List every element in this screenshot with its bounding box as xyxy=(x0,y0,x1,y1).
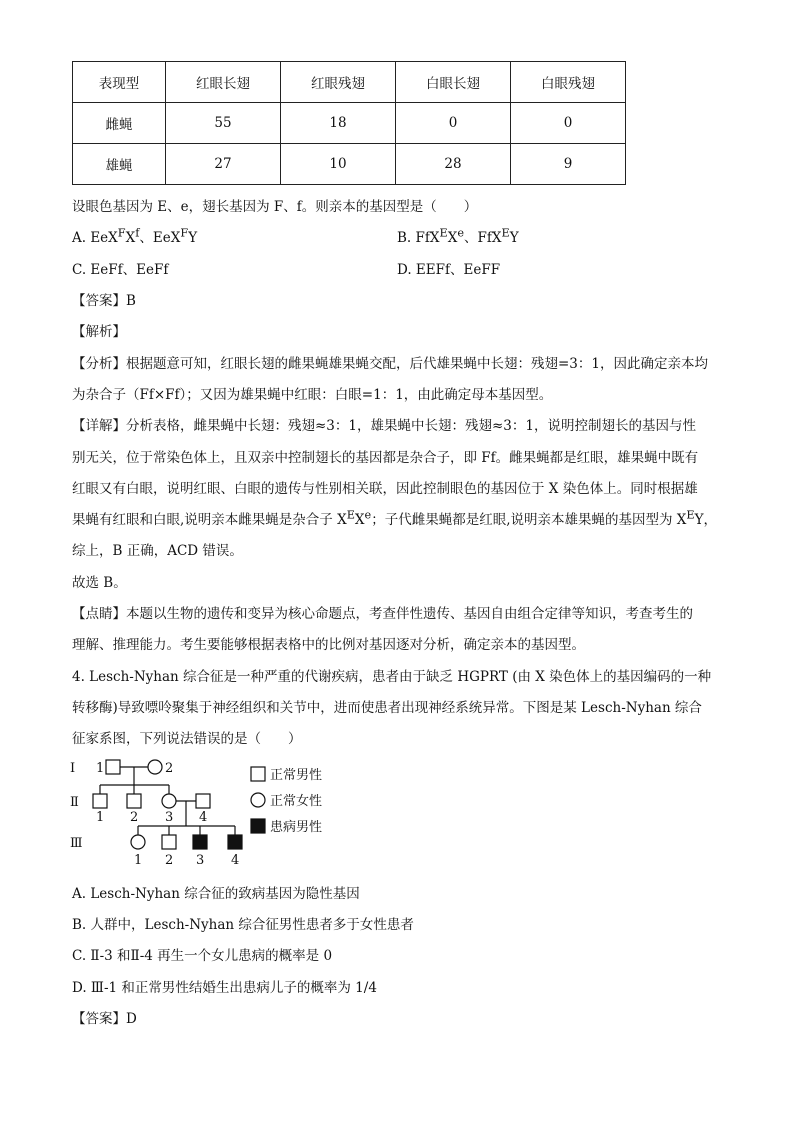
q4-option-b: B. 人群中，Lesch-Nyhan 综合征男性患者多于女性患者 xyxy=(72,917,414,933)
q4-option-c: C. Ⅱ-3 和Ⅱ-4 再生一个女儿患病的概率是 0 xyxy=(72,948,333,964)
q4-option-d: D. Ⅲ-1 和正常男性结婚生出患病儿子的概率为 1/4 xyxy=(72,980,377,996)
legend-affected-male-symbol xyxy=(251,819,265,833)
q3-dianjing-line1 xyxy=(72,602,693,622)
gen3-male-2 xyxy=(162,835,176,849)
xiangjie-text: Y， xyxy=(694,512,718,528)
option-b-part: B. FfX xyxy=(397,230,440,246)
q3-analysis-tag: 【解析】 xyxy=(72,324,126,340)
table-row xyxy=(73,103,626,144)
table-header-row xyxy=(73,62,626,103)
xiangjie-text: X xyxy=(354,512,365,528)
option-a-part: Y xyxy=(188,230,198,246)
table-row xyxy=(73,144,626,185)
q3-xiangjie-line2: 别无关，位于常染色体上，且双亲中控制翅长的基因都是杂合子，即 Ff。雌果蝇都是红眼，雄果蝇中既有 xyxy=(72,450,699,466)
table-cell: 雌蝇 xyxy=(73,103,166,144)
table-cell: 雄蝇 xyxy=(73,144,166,185)
gen-label-3: Ⅲ xyxy=(70,836,83,851)
gen2-male-2 xyxy=(127,794,141,808)
table-cell: 18 xyxy=(281,103,396,144)
superscript: E xyxy=(501,226,510,240)
q3-question: 设眼色基因为 E、e，翅长基因为 F、f。则亲本的基因型是（ ） xyxy=(72,199,478,215)
q4-option-a: A. Lesch-Nyhan 综合征的致病基因为隐性基因 xyxy=(72,886,360,902)
gen2-number: 1 xyxy=(96,810,105,825)
gen2-female-3 xyxy=(162,794,176,808)
legend-normal-male-symbol xyxy=(251,767,265,781)
gen1-male-1 xyxy=(106,760,120,774)
legend-affected-male: 患病男性 xyxy=(270,820,323,835)
q3-option-d: D. EEFf、EeFF xyxy=(397,262,501,278)
xiangjie-text: 果蝇有红眼和白眼,说明亲本雌果蝇是杂合子 X xyxy=(72,512,347,528)
table-cell: 9 xyxy=(511,144,626,185)
superscript: F xyxy=(180,226,189,240)
q3-fenxi-line1 xyxy=(72,352,708,372)
gen3-female-1 xyxy=(131,835,145,849)
gen-label-2: Ⅱ xyxy=(70,795,79,810)
legend-normal-female: 正常女性 xyxy=(270,794,323,809)
q4-line2: 转移酶)导致嘌呤聚集于神经组织和关节中，进而使患者出现神经系统异常。下图是某 Lesch-Nyhan 综合 xyxy=(72,700,702,716)
superscript: E xyxy=(686,508,695,522)
dianjing-tag: 【点睛】 xyxy=(72,606,126,622)
gen3-affected-male-3 xyxy=(193,835,207,849)
gen2-number: 3 xyxy=(165,810,174,825)
superscript: E xyxy=(346,508,355,522)
q4-line1: 4. Lesch-Nyhan 综合征是一种严重的代谢疾病，患者由于缺乏 HGPRT (由 X 染色体上的基因编码的一种 xyxy=(72,669,712,685)
q3-xiangjie-line3: 红眼又有白眼，说明红眼、白眼的遗传与性别相关联，因此控制眼色的基因位于 X 染色体上。同时根据雄 xyxy=(72,481,698,497)
xiangjie-text: ；子代雌果蝇都是红眼,说明亲本雄果蝇的基因型为 X xyxy=(371,512,687,528)
legend-normal-female-symbol xyxy=(251,793,265,807)
table-header-cell: 红眼长翅 xyxy=(166,62,281,103)
table-cell: 28 xyxy=(396,144,511,185)
fenxi-text: 根据题意可知，红眼长翅的雌果蝇雄果蝇交配，后代雄果蝇中长翅：残翅=3：1，因此确定亲本均 xyxy=(126,356,708,372)
q3-option-a xyxy=(72,226,197,246)
gen1-number: 1 xyxy=(96,761,105,776)
legend-normal-male: 正常男性 xyxy=(270,768,323,783)
gen3-number: 3 xyxy=(196,853,205,868)
gen2-number: 2 xyxy=(130,810,139,825)
option-b-part: Y xyxy=(509,230,519,246)
q4-answer xyxy=(72,1007,137,1027)
pedigree-chart xyxy=(68,756,358,868)
option-b-part: 、FfX xyxy=(464,230,502,246)
table-header-cell: 表现型 xyxy=(73,62,166,103)
table-cell: 0 xyxy=(396,103,511,144)
superscript: f xyxy=(135,226,140,240)
table-cell: 55 xyxy=(166,103,281,144)
gen2-male-1 xyxy=(93,794,107,808)
option-a-part: A. EeX xyxy=(72,230,118,246)
superscript: F xyxy=(117,226,126,240)
gen-label-1: Ⅰ xyxy=(70,761,76,776)
xiangjie-tag: 【详解】 xyxy=(72,418,126,434)
answer-tag: 【答案】 xyxy=(72,1011,126,1027)
superscript: E xyxy=(439,226,448,240)
option-a-part: X xyxy=(125,230,136,246)
table-header-cell: 红眼残翅 xyxy=(281,62,396,103)
q3-option-c: C. EeFf、EeFf xyxy=(72,262,169,278)
q4-line3: 征家系图，下列说法错误的是（ ） xyxy=(72,731,302,747)
gen1-number: 2 xyxy=(165,761,174,776)
q3-option-b xyxy=(397,226,519,246)
q3-guxuan: 故选 B。 xyxy=(72,575,127,591)
table-cell: 10 xyxy=(281,144,396,185)
table-header-cell: 白眼残翅 xyxy=(511,62,626,103)
gen3-affected-male-4 xyxy=(228,835,242,849)
table-cell: 27 xyxy=(166,144,281,185)
gen3-number: 2 xyxy=(165,853,174,868)
gen2-male-4 xyxy=(196,794,210,808)
xiangjie-text: 分析表格，雌果蝇中长翅：残翅≈3：1，雄果蝇中长翅：残翅≈3：1，说明控制翅长的基因与性 xyxy=(126,418,696,434)
gen3-number: 4 xyxy=(231,853,240,868)
q3-dianjing-line2: 理解、推理能力。考生要能够根据表格中的比例对基因逐对分析，确定亲本的基因型。 xyxy=(72,637,585,653)
answer-value: B xyxy=(126,293,136,309)
answer-tag: 【答案】 xyxy=(72,293,126,309)
option-a-part: 、EeX xyxy=(139,230,181,246)
gen3-number: 1 xyxy=(134,853,143,868)
q3-fenxi-line2: 为杂合子（Ff×Ff）；又因为雄果蝇中红眼：白眼=1：1，由此确定母本基因型。 xyxy=(72,387,553,403)
q3-xiangjie-line4 xyxy=(72,508,717,528)
gen2-number: 4 xyxy=(199,810,208,825)
superscript: e xyxy=(364,508,372,522)
fenxi-tag: 【分析】 xyxy=(72,356,126,372)
dianjing-text: 本题以生物的遗传和变异为核心命题点，考查伴性遗传、基因自由组合定律等知识，考查考生的 xyxy=(126,606,693,622)
q3-xiangjie-line5: 综上，B 正确，ACD 错误。 xyxy=(72,543,243,559)
phenotype-table xyxy=(72,61,626,185)
option-b-part: X xyxy=(447,230,458,246)
q3-xiangjie-line1 xyxy=(72,414,696,434)
superscript: e xyxy=(457,226,464,240)
gen1-female-2 xyxy=(148,760,162,774)
table-cell: 0 xyxy=(511,103,626,144)
answer-value: D xyxy=(126,1011,137,1027)
table-header-cell: 白眼长翅 xyxy=(396,62,511,103)
q3-answer xyxy=(72,289,136,309)
